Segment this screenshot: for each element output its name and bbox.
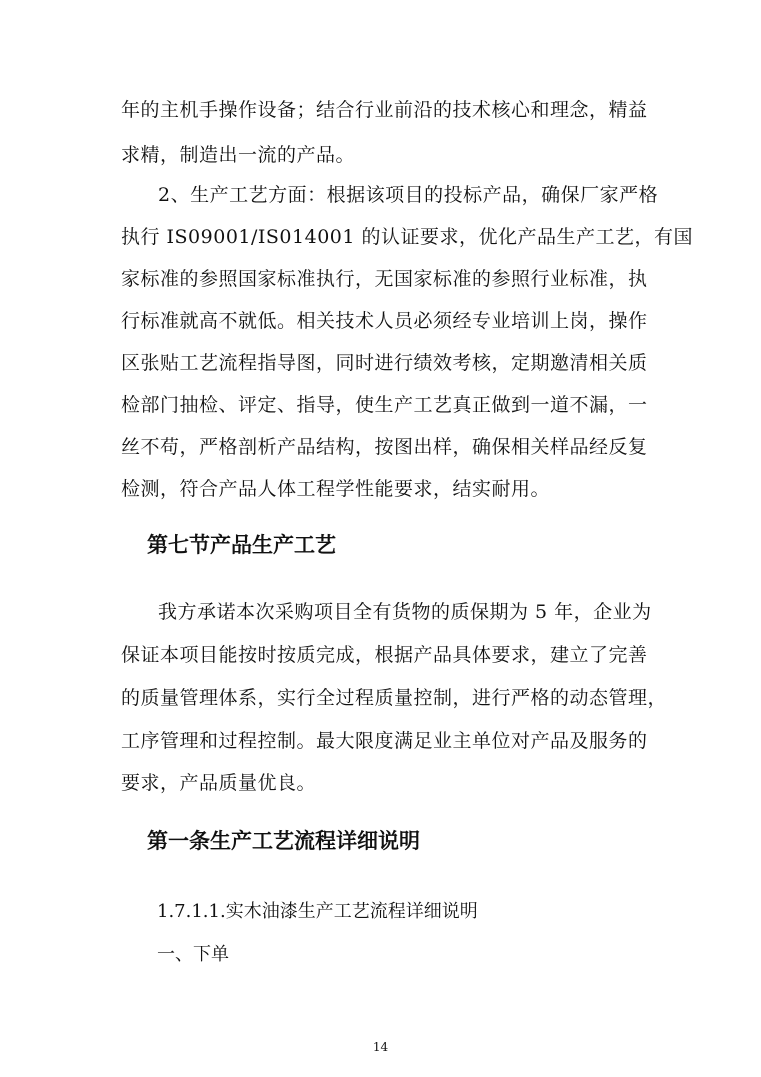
paragraph-line: 检部门抽检、评定、指导，使生产工艺真正做到一道不漏，一 — [121, 394, 648, 416]
paragraph-line: 工序管理和过程控制。最大限度满足业主单位对产品及服务的 — [121, 730, 648, 752]
paragraph-line: 求精，制造出一流的产品。 — [121, 144, 356, 166]
paragraph-line: 行标准就高不就低。相关技术人员必须经专业培训上岗，操作 — [121, 310, 648, 332]
paragraph-line: 家标准的参照国家标准执行，无国家标准的参照行业标准，执 — [121, 268, 648, 290]
paragraph-line: 年的主机手操作设备；结合行业前沿的技术核心和理念，精益 — [121, 99, 648, 121]
section-heading: 第七节产品生产工艺 — [147, 533, 336, 557]
paragraph-line: 保证本项目能按时按质完成，根据产品具体要求，建立了完善 — [121, 644, 648, 666]
paragraph-line: 区张贴工艺流程指导图，同时进行绩效考核，定期邀清相关质 — [121, 352, 648, 374]
paragraph-line: 2、生产工艺方面：根据该项目的投标产品，确保厂家严格 — [158, 184, 659, 206]
paragraph-line: 的质量管理体系，实行全过程质量控制，进行严格的动态管理， — [121, 687, 668, 709]
section-heading: 第一条生产工艺流程详细说明 — [147, 829, 420, 853]
paragraph-line: 要求，产品质量优良。 — [121, 772, 317, 794]
subsection-heading: 1.7.1.1.实木油漆生产工艺流程详细说明 — [157, 901, 478, 922]
page-number: 14 — [372, 1040, 389, 1054]
paragraph-line: 丝不苟，严格剖析产品结构，按图出样，确保相关样品经反复 — [121, 436, 648, 458]
paragraph-line: 检测，符合产品人体工程学性能要求，结实耐用。 — [121, 478, 551, 500]
paragraph-line: 执行 IS09001/IS014001 的认证要求，优化产品生产工艺，有国 — [121, 226, 693, 248]
paragraph-line: 我方承诺本次采购项目全有货物的质保期为 5 年，企业为 — [158, 601, 652, 623]
list-item-heading: 一、下单 — [157, 944, 229, 965]
